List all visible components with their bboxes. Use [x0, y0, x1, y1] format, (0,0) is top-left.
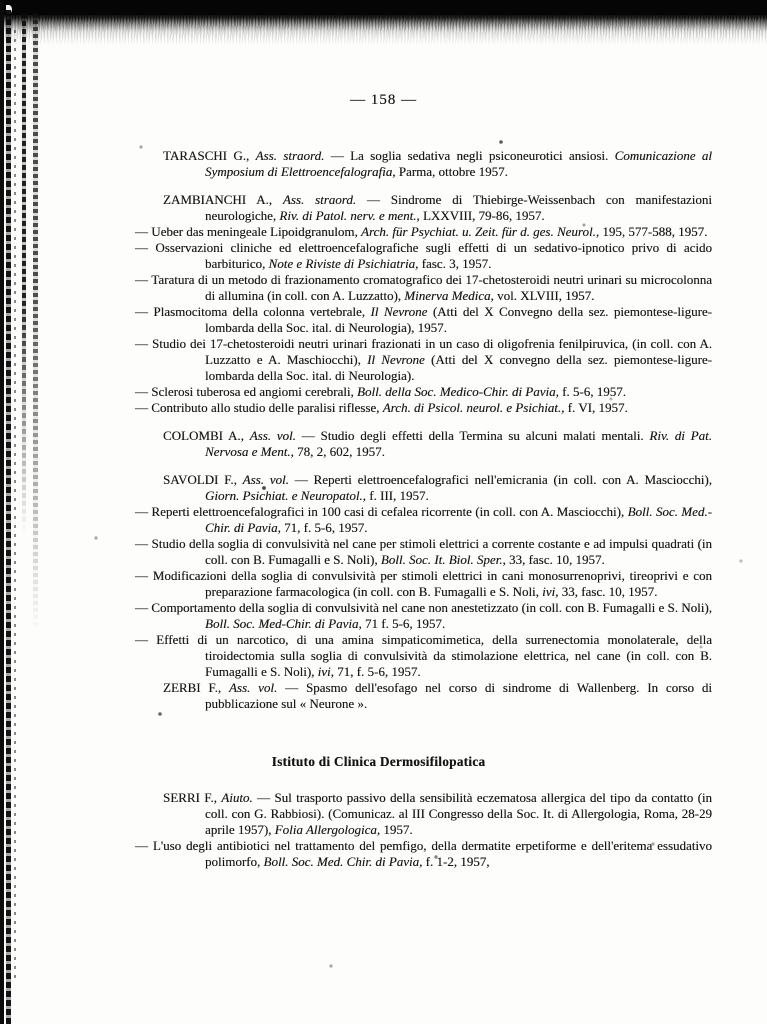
- entry-italic-text: ivi,: [542, 584, 559, 599]
- entry-text: — Spasmo dell'esofago nel corso di sindrome di Wallenberg. In corso di pubblicazione sul « Neurone ».: [205, 680, 712, 711]
- entry-italic-text: Ass. vol.: [249, 428, 296, 443]
- entry-text: — Ueber das meningeale Lipoidgranulom,: [135, 224, 361, 239]
- scan-dust-specks: [0, 0, 2, 2]
- bibliography-entry: [135, 384, 712, 400]
- entry-text: 33, fasc. 10, 1957.: [505, 552, 605, 567]
- entry-italic-text: Comunicazione al Symposium di Elettroencefalografia,: [205, 148, 712, 179]
- bibliography-entry: [135, 632, 712, 680]
- entry-text: SERRI F.,: [163, 790, 222, 805]
- entry-text: — Modificazioni della soglia di convulsività per stimoli elettrici in cani monosurrenoprivi, tireoprivi e con preparazione farmacologica (in coll. con B. Fumagalli e S. Noli,: [135, 568, 712, 599]
- entry-text: f. III, 1957.: [365, 488, 429, 503]
- entry-text: 71, f. 5-6, 1957.: [333, 664, 421, 679]
- bibliography-entry: [135, 680, 712, 712]
- bibliography-entry: [135, 224, 712, 240]
- bibliography-entry: [135, 400, 712, 416]
- entry-text: 71 f. 5-6, 1957.: [361, 616, 446, 631]
- entry-italic-text: Ass. straord.: [255, 148, 325, 163]
- entry-text: fasc. 3, 1957.: [418, 256, 492, 271]
- bibliography-entry: [135, 504, 712, 536]
- entry-text: — Osservazioni cliniche ed elettroencefalografiche sugli effetti di un sedativo-ipnotico privo di acido barbiturico,: [135, 240, 712, 271]
- entry-text: — Contributo allo studio delle paralisi riflesse,: [135, 400, 383, 415]
- entry-text: — Reperti elettroencefalografici in 100 casi di cefalea ricorrente (in coll. con A. Masciocchi),: [135, 504, 628, 519]
- entry-text: LXXVIII, 79-86, 1957.: [419, 208, 545, 223]
- entry-text: — Comportamento della soglia di convulsività nel cane non anestetizzato (in coll. con B. Fumagalli e S. Noli),: [135, 600, 712, 615]
- bibliography-entry: [135, 428, 712, 460]
- entry-text: — Sul trasporto passivo della sensibilità eczematosa allergica del tipo da contatto (in coll. con G. Rabbiosi). (Comunicaz. al III Congresso della Soc. It. di Allergologia, Roma, 28-29 aprile 1957),: [205, 790, 713, 837]
- entry-text: 71, f. 5-6, 1957.: [280, 520, 368, 535]
- scan-top-edge-shadow: [0, 0, 767, 15]
- binding-edge-stripe: [22, 13, 26, 533]
- entry-italic-text: Il Nevrone: [367, 352, 425, 367]
- bibliography-entry: [135, 272, 712, 304]
- entry-text: — Sindrome di Thiebirge-Weissenbach con manifestazioni neurologiche,: [205, 192, 712, 223]
- entry-italic-text: Note e Riviste di Psichiatria,: [268, 256, 419, 271]
- entry-text: ZERBI F.,: [163, 680, 229, 695]
- entry-text: 195, 577-588, 1957.: [599, 224, 708, 239]
- bibliography-entry: [135, 568, 712, 600]
- entry-italic-text: Minerva Medica,: [404, 288, 494, 303]
- entry-text: TARASCHI G.,: [163, 148, 256, 163]
- entry-text: — Reperti elettroencefalografici nell'emicrania (in coll. con A. Masciocchi),: [288, 472, 712, 487]
- bibliography-entry: [135, 148, 712, 180]
- binding-edge-stripe: [0, 0, 4, 1024]
- entry-text: — La soglia sedativa negli psiconeurotici ansiosi.: [324, 148, 615, 163]
- entry-text: 33, fasc. 10, 1957.: [558, 584, 658, 599]
- entry-text: f. 5-6, 1957.: [558, 384, 627, 399]
- section-heading: Istituto di Clinica Dermosifilopatica: [271, 754, 486, 769]
- bibliography-entry: [135, 192, 712, 224]
- entry-text: — L'uso degli antibiotici nel trattamento del pemfigo, della dermatite erpetiforme e dell'eritema essudativo polimorfo,: [135, 838, 712, 869]
- scan-top-edge-noise: [0, 15, 767, 45]
- bibliography-entry: [135, 790, 712, 838]
- entry-text: — Plasmocitoma della colonna vertebrale,: [135, 304, 371, 319]
- entry-italic-text: Ass. vol.: [242, 472, 289, 487]
- entry-italic-text: Riv. di Patol. nerv. e ment.,: [279, 208, 420, 223]
- binding-edge-stripe: [14, 30, 16, 980]
- entry-italic-text: Il Nevrone: [370, 304, 428, 319]
- entry-text: ZAMBIANCHI A.,: [163, 192, 283, 207]
- binding-edge-stripe: [6, 10, 11, 1024]
- page-number: — 158 —: [350, 92, 417, 108]
- bibliography-entry: [135, 240, 712, 272]
- bibliography-text-column: [135, 148, 712, 870]
- entry-text: (Atti del X convegno della sez. piemontese-ligure-lombarda della Soc. ital. di Neurologia).: [205, 352, 713, 383]
- entry-italic-text: Arch. für Psychiat. u. Zeit. für d. ges. Neurol.,: [361, 224, 600, 239]
- entry-italic-text: Folia Allergologica,: [274, 822, 381, 837]
- entry-text: — Studio della soglia di convulsività nel cane per stimoli elettrici a corrente costante e ad impulsi quadrati (in coll. con B. Fumagalli e S. Noli),: [135, 536, 712, 567]
- entry-italic-text: Boll. Soc. Med.-Chir. di Pavia,: [205, 504, 712, 535]
- entry-text: Parma, ottobre 1957.: [395, 164, 508, 179]
- entry-text: — Studio degli effetti della Termina su alcuni malati mentali.: [295, 428, 650, 443]
- bibliography-entry: [135, 536, 712, 568]
- entry-italic-text: Arch. di Psicol. neurol. e Psichiat.,: [382, 400, 565, 415]
- entry-text: f. VI, 1957.: [564, 400, 628, 415]
- bibliography-section-main: [135, 148, 712, 712]
- entry-italic-text: Boll. Soc. It. Biol. Sper.,: [380, 552, 506, 567]
- entry-italic-text: Boll. della Soc. Medico-Chir. di Pavia,: [357, 384, 559, 399]
- entry-text: — Sclerosi tuberosa ed angiomi cerebrali,: [135, 384, 358, 399]
- entry-text: — Taratura di un metodo di frazionamento cromatografico dei 17-chetosteroidi neutri urinari su microcolonna di allumina (in coll. con A. Luzzatto),: [135, 272, 712, 303]
- entry-text: — Effetti di un narcotico, di una amina simpaticomimetica, della surrenectomia monolaterale, della tiroidectomia sulla soglia di convulsività da stimolazione elettrica, nel cane (in coll. con B. Fumagalli e S. Noli),: [135, 632, 712, 679]
- entry-text: f. 1-2, 1957,: [422, 854, 490, 869]
- bibliography-entry: [135, 838, 712, 870]
- entry-text: — Studio dei 17-chetosteroidi neutri urinari frazionati in un caso di oligofrenia fenilpiruvica, (in coll. con A. Luzzatto e A. Maschiocchi),: [135, 336, 712, 367]
- entry-text: 1957.: [380, 822, 413, 837]
- entry-text: (Atti del X Convegno della sez. piemontese-ligure-lombarda della Soc. ital. di Neurologia), 1957.: [205, 304, 713, 335]
- bibliography-section-dermosifilopatica: [135, 790, 712, 870]
- entry-italic-text: Boll. Soc. Med. Chir. di Pavia,: [263, 854, 423, 869]
- entry-text: SAVOLDI F.,: [163, 472, 243, 487]
- entry-text: 78, 2, 602, 1957.: [293, 444, 385, 459]
- entry-italic-text: Boll. Soc. Med-Chir. di Pavia,: [205, 616, 362, 631]
- entry-italic-text: Aiuto.: [221, 790, 253, 805]
- entry-italic-text: Ass. vol.: [228, 680, 278, 695]
- entry-italic-text: Riv. di Pat. Nervosa e Ment.,: [205, 428, 712, 459]
- bibliography-entry: [135, 304, 712, 336]
- entry-text: vol. XLVIII, 1957.: [493, 288, 595, 303]
- bibliography-entry: [135, 600, 712, 632]
- bibliography-entry: [135, 472, 712, 504]
- bibliography-entry: [135, 336, 712, 384]
- entry-italic-text: ivi,: [317, 664, 334, 679]
- entry-italic-text: Giorn. Psichiat. e Neuropatol.,: [205, 488, 366, 503]
- entry-italic-text: Ass. straord.: [282, 192, 357, 207]
- entry-text: COLOMBI A.,: [163, 428, 250, 443]
